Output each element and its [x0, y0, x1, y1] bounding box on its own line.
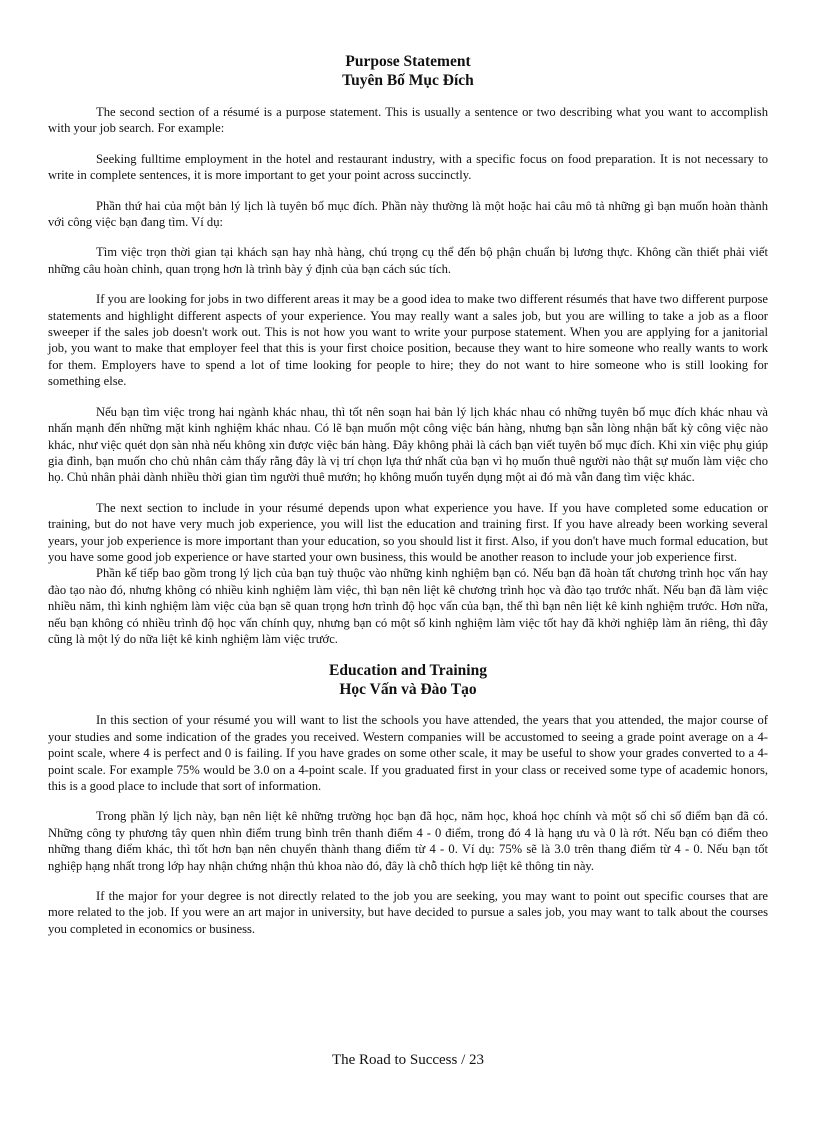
paragraph: In this section of your résumé you will want to list the schools you have attended, the years that you attended, the major course of your studies and some indication of the grades you received. Western companies will be accustomed to seeing a grade point average on a 4-point scale, where 4 is perfect and 0 is failing. If you have grades on some other scale, it may be useful to show your grades converted to a 4-point scale. For example 75% would be 3.0 on a 4-point scale. If you graduated first in your class or received some type of academic honors, this is a good place to include that sort of information.: [48, 713, 768, 793]
purpose-statement-heading: [48, 52, 768, 90]
document-page: [48, 40, 768, 937]
paragraph: The next section to include in your résumé depends upon what experience you have. If you have completed some education or training, but do not have very much job experience, you will list the education and training first. If you have already been working several years, your job experience is more important than your education, so you should list it first. Also, if you don't have much formal education, but you have some good job experience or have started your own business, this would be another reason to include your job experience first.: [48, 500, 768, 564]
heading-english: Purpose Statement: [345, 53, 471, 70]
paragraph: Seeking fulltime employment in the hotel and restaurant industry, with a specific focus on food preparation. It is not necessary to write in complete sentences, it is more important to get your point across succinctly.: [48, 151, 768, 183]
heading-vietnamese: Học Vấn và Đào Tạo: [339, 681, 477, 699]
paragraph: If the major for your degree is not directly related to the job you are seeking, you may want to point out specific courses that are more related to the job. If you were an art major in university, but have decided to pursue a sales job, you may want to talk about the courses you completed in economics or business.: [48, 889, 768, 936]
paragraph: The second section of a résumé is a purpose statement. This is usually a sentence or two describing what you want to accomplish with your job search. For example:: [48, 105, 768, 136]
heading-english: Education and Training: [329, 662, 487, 680]
paragraph: Nếu bạn tìm việc trong hai ngành khác nhau, thì tốt nên soạn hai bản lý lịch khác nhau có những tuyên bố mục đích khác nhau và nhấn mạnh đến những mặt kinh nghiệm khác nhau. Có lẽ bạn muốn một công việc bán hàng, nhưng bạn sẵn lòng nhận bất kỳ công việc nào khác, như việc quét dọn sàn nhà nếu không xin được việc bán hàng. Đây không phải là cách bạn viết tuyên bố mục đích. Khi xin việc phụ giúp gia đình, bạn muốn cho chủ nhân cảm thấy rằng đây là vị trí chọn lựa thứ nhất của bạn vì họ muốn thuê người nào thật sự muốn làm việc cho họ. Chủ nhân phải dành nhiều thời gian tìm người thuê mướn; họ không muốn tuyển dụng một ai đó mà vẫn đang tìm việc khác.: [48, 404, 768, 485]
paragraph: Phần kế tiếp bao gồm trong lý lịch của bạn tuỳ thuộc vào những kinh nghiệm bạn có. Nếu bạn đã hoàn tất chương trình học vấn hay đào tạo nào đó, nhưng không có nhiều kinh nghiệm làm việc, thì bạn nên liệt kê chương trình học và đào tạo trước nhất. Nếu bạn đã làm việc nhiều năm, thì kinh nghiệm làm việc của bạn sẽ quan trọng hơn trình độ học vấn của bạn, thế thì bạn nên liệt kê kinh nghiệm trước. Hơn nữa, nếu bạn không có nhiều trình độ học vấn chính quy, nhưng bạn có một số kinh nghiệm làm việc tốt hay đã khởi nghiệp làm ăn riêng, thì đây cũng là một lý do nữa liệt kê kinh nghiệm làm việc trước.: [48, 566, 768, 646]
paragraph: Tìm việc trọn thời gian tại khách sạn hay nhà hàng, chú trọng cụ thể đến bộ phận chuẩn bị lương thực. Không cần thiết phải viết những câu hoàn chỉnh, quan trọng hơn là trình bày ý định của bạn cách súc tích.: [48, 245, 768, 276]
paragraph: Phần thứ hai của một bản lý lịch là tuyên bố mục đích. Phần này thường là một hoặc hai câu mô tả những gì bạn muốn hoàn thành với công việc bạn đang tìm. Ví dụ:: [48, 198, 768, 230]
page-footer: The Road to Success / 23: [331, 1052, 485, 1068]
education-training-heading: [48, 661, 768, 699]
paragraph: Trong phần lý lịch này, bạn nên liệt kê những trường học bạn đã học, năm học, khoá học chính và một số chỉ số điểm bạn đã có. Những công ty phương tây quen nhìn điểm trung bình trên thanh điểm 4 - 0 điểm, trong đó 4 là hạng ưu và 0 là rớt. Nếu bạn có điểm theo những thang điểm khác, thì tốt hơn bạn nên chuyển thành thang điểm từ 4 - 0. Ví dụ: 75% sẽ là 3.0 trên thang điểm từ 4 - 0. Nếu bạn tốt nghiệp hạng nhất trong lớp hay nhận chứng nhận thủ khoa nào đó, đây là chỗ thích hợp liệt kê thông tin này.: [48, 809, 768, 873]
heading-vietnamese: Tuyên Bố Mục Đích: [342, 72, 474, 89]
paragraph: If you are looking for jobs in two different areas it may be a good idea to make two different résumés that have two different purpose statements and highlight different aspects of your experience. You may really want a sales job, but you are willing to take a job as a floor sweeper if the sales job doesn't work out. This is not how you want to write your purpose statement. When you are applying for a janitorial job, you want to make that employer feel that this is your first choice position, because they want to hire someone who really wants to work for them. Employers have to spend a lot of time looking for people to hire; they do not want to hire someone who is still looking for something else.: [48, 292, 768, 389]
